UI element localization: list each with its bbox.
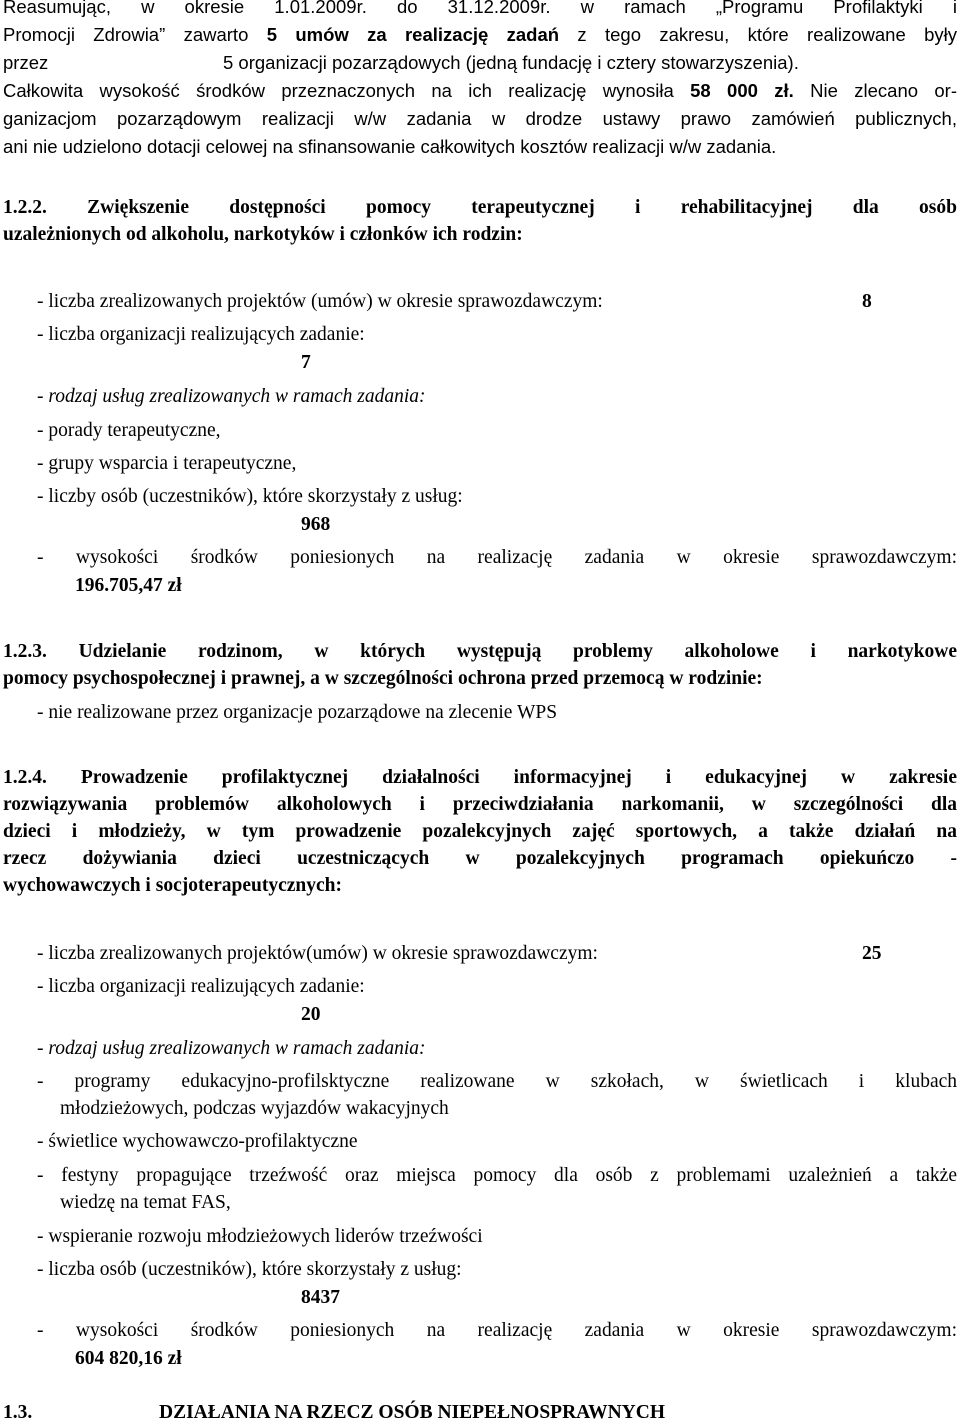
heading-text: 1.2.4. Prowadzenie profilaktycznej działalności informacyjnej i edukacyjnej w zakresie bbox=[3, 767, 957, 788]
service-text: - wspieranie rozwoju młodzieżowych liderów trzeźwości bbox=[37, 1226, 483, 1247]
intro-line-3 bbox=[3, 50, 48, 76]
label-text: - wysokości środków poniesionych na realizację zadania w okresie sprawozdawczym: bbox=[37, 1320, 957, 1341]
section-122-heading-2 bbox=[3, 222, 523, 248]
service-text: - porady terapeutyczne, bbox=[37, 420, 221, 441]
s122-projects-label bbox=[37, 289, 603, 315]
intro-line-3b bbox=[223, 50, 799, 76]
service-text: - grupy wsparcia i terapeutyczne, bbox=[37, 453, 297, 474]
intro-text: 5 organizacji pozarządowych (jedną fundację i cztery stowarzyszenia). bbox=[223, 52, 799, 73]
s124-services-label bbox=[37, 1036, 426, 1062]
label-text: - liczba zrealizowanych projektów(umów) w okresie sprawozdawczym: bbox=[37, 943, 598, 964]
intro-line-1 bbox=[3, 0, 957, 20]
intro-text: ani nie udzielono dotacji celowej na sfinansowanie całkowitych kosztów realizacji w/w zadania. bbox=[3, 136, 777, 157]
document-page bbox=[3, 0, 957, 1425]
service-text: wiedzę na temat FAS, bbox=[60, 1192, 231, 1213]
section-124-heading-2 bbox=[3, 792, 957, 818]
section-123-heading-1 bbox=[3, 639, 957, 665]
s124-service-2 bbox=[37, 1129, 358, 1155]
service-text: - festyny propagujące trzeźwość oraz miejsca pomocy dla osób z problemami uzależnień a także bbox=[37, 1165, 957, 1186]
heading-text: 1.2.2. Zwiększenie dostępności pomocy terapeutycznej i rehabilitacyjnej dla osób bbox=[3, 197, 957, 218]
s122-participants-value: 968 bbox=[301, 514, 331, 535]
intro-text: Całkowita wysokość środków przeznaczonych na ich realizację wynosiła bbox=[3, 80, 691, 101]
s124-service-1 bbox=[37, 1069, 957, 1095]
contracts-count: 5 umów za realizację zadań bbox=[266, 24, 560, 45]
intro-text: Promocji Zdrowia” zawarto bbox=[3, 24, 267, 45]
intro-line-5 bbox=[3, 106, 957, 132]
s124-service-4 bbox=[37, 1224, 483, 1250]
note-text: - nie realizowane przez organizacje pozarządowe na zlecenie WPS bbox=[37, 702, 558, 723]
heading-text: 1.2.3. Udzielanie rodzinom, w których występują problemy alkoholowe i narkotykowe bbox=[3, 641, 957, 662]
intro-text: Nie zlecano or- bbox=[793, 80, 957, 101]
s122-projects-value: 8 bbox=[862, 291, 872, 312]
intro-text: Reasumując, w okresie 1.01.2009r. do 31.12.2009r. w ramach „Programu Profilaktyki i bbox=[3, 0, 957, 17]
s122-orgs-label bbox=[37, 322, 365, 348]
s122-participants-label bbox=[37, 484, 463, 510]
label-text: - rodzaj usług zrealizowanych w ramach zadania: bbox=[37, 386, 426, 407]
intro-line-4 bbox=[3, 78, 957, 104]
intro-text: ganizacjom pozarządowym realizacji w/w zadania w drodze ustawy prawo zamówień publicznych, bbox=[3, 108, 957, 129]
section-124-heading-1 bbox=[3, 765, 957, 791]
s124-service-3-cont bbox=[60, 1190, 231, 1216]
s124-projects-value: 25 bbox=[862, 943, 882, 964]
intro-line-6 bbox=[3, 134, 776, 160]
label-text: - liczby osób (uczestników), które skorzystały z usług: bbox=[37, 486, 463, 507]
s124-projects-label bbox=[37, 941, 598, 967]
s122-costs-label bbox=[37, 545, 957, 571]
s123-note bbox=[37, 700, 557, 726]
heading-text: rozwiązywania problemów alkoholowych i przeciwdziałania narkomanii, w szczególności dla bbox=[3, 794, 957, 815]
service-text: - świetlice wychowawczo-profilaktyczne bbox=[37, 1131, 358, 1152]
service-text: młodzieżowych, podczas wyjazdów wakacyjnych bbox=[60, 1098, 449, 1119]
label-text: - liczba organizacji realizujących zadanie: bbox=[37, 324, 365, 345]
heading-text: pomocy psychospołecznej i prawnej, a w szczególności ochrona przed przemocą w rodzinie: bbox=[3, 668, 763, 689]
label-text: - wysokości środków poniesionych na realizację zadania w okresie sprawozdawczym: bbox=[37, 547, 957, 568]
s122-service-1 bbox=[37, 418, 221, 444]
section-123-heading-2 bbox=[3, 666, 763, 692]
heading-text: wychowawczych i socjoterapeutycznych: bbox=[3, 875, 343, 896]
label-text: - liczba zrealizowanych projektów (umów) w okresie sprawozdawczym: bbox=[37, 291, 603, 312]
label-text: - rodzaj usług zrealizowanych w ramach zadania: bbox=[37, 1038, 426, 1059]
section-13-number: 1.3. bbox=[3, 1402, 33, 1423]
s122-costs-value: 196.705,47 zł bbox=[75, 575, 182, 596]
s124-orgs-label bbox=[37, 974, 365, 1000]
intro-line-2 bbox=[3, 22, 957, 48]
s122-orgs-value: 7 bbox=[301, 352, 311, 373]
section-124-heading-3 bbox=[3, 819, 957, 845]
s124-service-3 bbox=[37, 1163, 957, 1189]
s124-participants-value: 8437 bbox=[301, 1287, 340, 1308]
s124-costs-label bbox=[37, 1318, 957, 1344]
section-13-title: DZIAŁANIA NA RZECZ OSÓB NIEPEŁNOSPRAWNYCH bbox=[159, 1402, 666, 1423]
total-amount: 58 000 zł. bbox=[690, 80, 794, 101]
s124-costs-value: 604 820,16 zł bbox=[75, 1348, 182, 1369]
label-text: - liczba organizacji realizujących zadanie: bbox=[37, 976, 365, 997]
s124-service-1-cont bbox=[60, 1096, 449, 1122]
intro-text: z tego zakresu, które realizowane były bbox=[559, 24, 957, 45]
heading-text: dzieci i młodzieży, w tym prowadzenie pozalekcyjnych zajęć sportowych, a także działań na bbox=[3, 821, 957, 842]
s122-service-2 bbox=[37, 451, 296, 477]
s122-services-label bbox=[37, 384, 426, 410]
s124-orgs-value: 20 bbox=[301, 1004, 321, 1025]
section-124-heading-5 bbox=[3, 873, 342, 899]
heading-text: rzecz dożywiania dzieci uczestniczących w pozalekcyjnych programach opiekuńczo - bbox=[3, 848, 957, 869]
heading-text: uzależnionych od alkoholu, narkotyków i członków ich rodzin: bbox=[3, 224, 523, 245]
section-124-heading-4 bbox=[3, 846, 957, 872]
service-text: - programy edukacyjno-profilsktyczne realizowane w szkołach, w świetlicach i klubach bbox=[37, 1071, 957, 1092]
intro-text: przez bbox=[3, 52, 49, 73]
s124-participants-label bbox=[37, 1257, 462, 1283]
section-122-heading-1 bbox=[3, 195, 957, 221]
label-text: - liczba osób (uczestników), które skorzystały z usług: bbox=[37, 1259, 462, 1280]
